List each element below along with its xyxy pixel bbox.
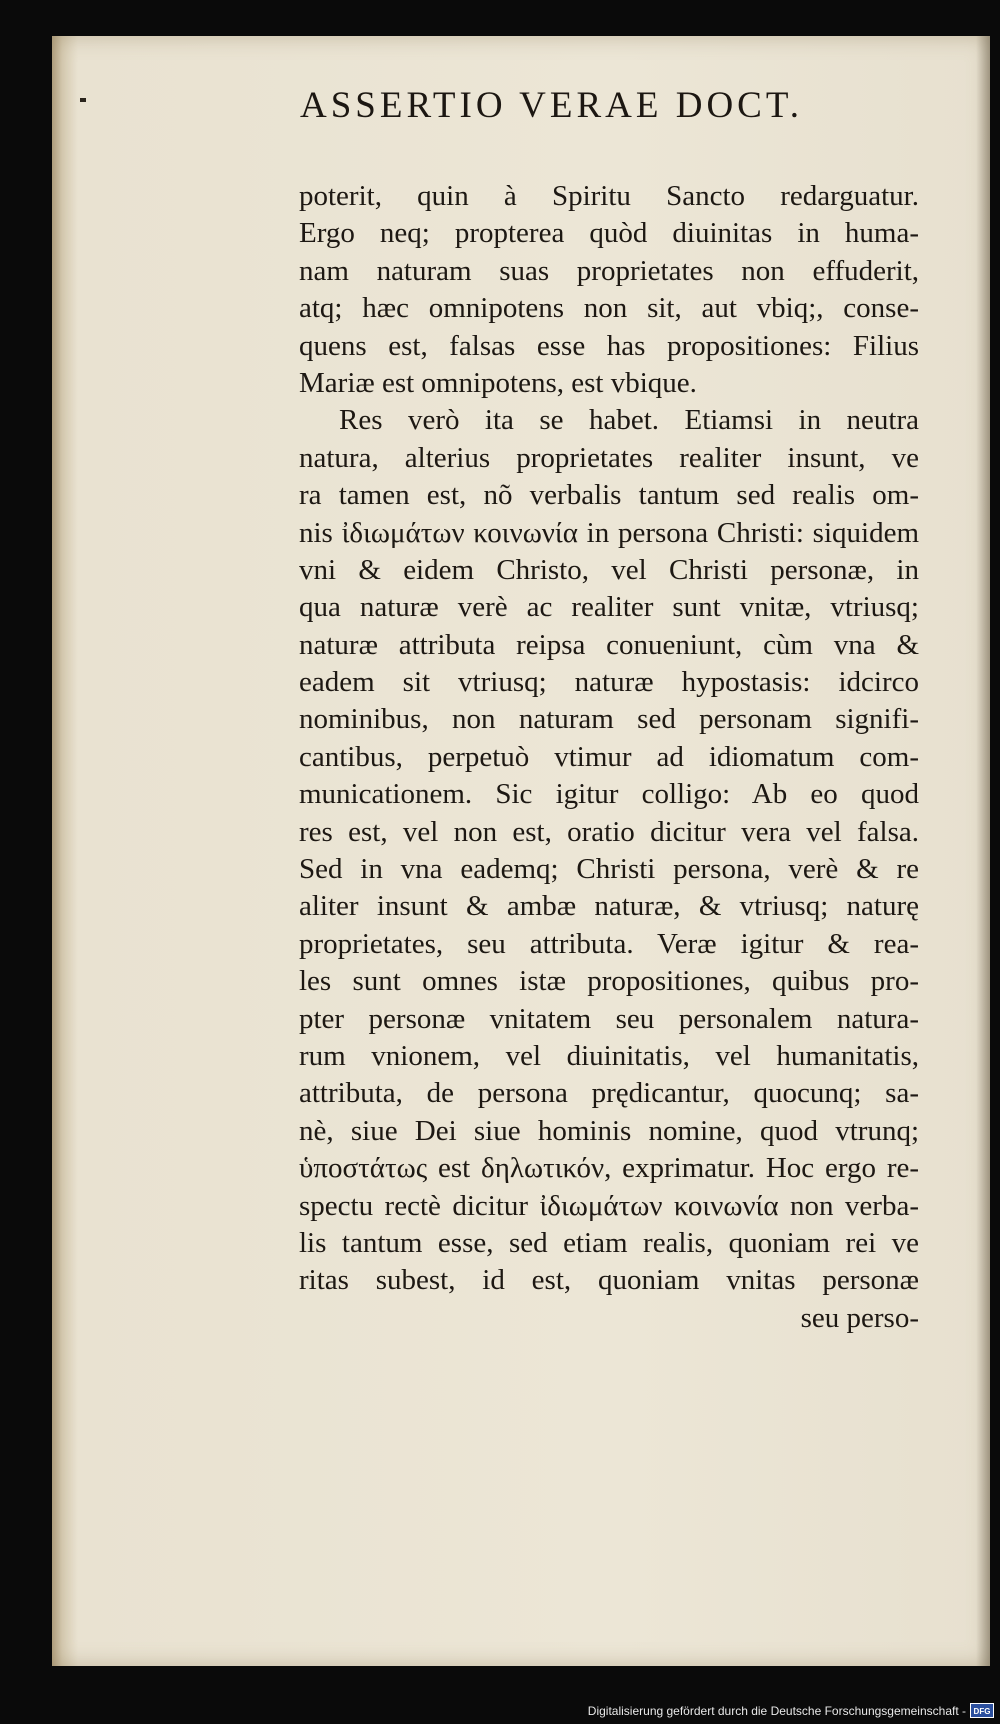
text-line-21: proprietates, seu attributa. Veræ igitur & rea- (299, 927, 919, 960)
text-line-25: attributa, de persona prędicantur, quocunq; sa- (299, 1077, 919, 1110)
text-line-18: res est, vel non est, oratio dicitur vera vel falsa. (299, 815, 919, 848)
body-text (299, 178, 919, 1337)
text-line-28: spectu rectè dicitur ἰδιωμάτων κοινωνία non verba- (299, 1189, 919, 1222)
text-line-11: vni & eidem Christo, vel Christi personæ, in (299, 553, 919, 586)
running-head: ASSERTIO VERAE DOCT. (300, 85, 803, 126)
text-line-12: qua naturæ verè ac realiter sunt vnitæ, vtriusq; (299, 591, 919, 624)
text-line-9: ra tamen est, nõ verbalis tantum sed realis om- (299, 479, 919, 512)
text-line-5: quens est, falsas esse has propositiones: Filius (299, 329, 919, 362)
text-line-13: naturæ attributa reipsa conueniunt, cùm vna & (299, 628, 919, 661)
margin-mark (80, 98, 86, 102)
text-line-29: lis tantum esse, sed etiam realis, quoniam rei ve (299, 1226, 919, 1259)
text-line-4: atq; hæc omnipotens non sit, aut vbiq;, conse- (299, 292, 919, 325)
text-line-23: pter personæ vnitatem seu personalem natura- (299, 1002, 919, 1035)
text-line-17: municationem. Sic igitur colligo: Ab eo quod (299, 778, 919, 811)
text-line-15: nominibus, non naturam sed personam signifi- (299, 703, 919, 736)
funding-notice: Digitalisierung gefördert durch die Deutsche Forschungsgemeinschaft - (587, 1704, 966, 1718)
text-line-26: nè, siue Dei siue hominis nomine, quod vtrunq; (299, 1114, 919, 1147)
catchword: seu perso- (800, 1301, 919, 1334)
text-line-24: rum vnionem, vel diuinitatis, vel humanitatis, (299, 1039, 919, 1072)
text-line-16: cantibus, perpetuò vtimur ad idiomatum com- (299, 740, 919, 773)
text-line-6: Mariæ est omnipotens, est vbique. (299, 366, 697, 399)
text-line-3: nam naturam suas proprietates non effuderit, (299, 254, 919, 287)
text-line-1: poterit, quin à Spiritu Sancto redarguatur. (299, 180, 919, 212)
dfg-logo-icon: DFG (970, 1703, 994, 1718)
text-line-27: ὑποστάτως est δηλωτικόν, exprimatur. Hoc ergo re- (299, 1152, 919, 1185)
text-line-14: eadem sit vtriusq; naturæ hypostasis: idcirco (299, 666, 919, 699)
text-line-30: ritas subest, id est, quoniam vnitas personæ (299, 1264, 919, 1297)
text-line-20: aliter insunt & ambæ naturæ, & vtriusq; naturę (299, 890, 919, 923)
text-line-10: nis ἰδιωμάτων κοινωνία in persona Christi: siquidem (299, 516, 919, 549)
text-line-7: Res verò ita se habet. Etiamsi in neutra (339, 404, 919, 437)
page-edge-shadow (976, 36, 990, 1666)
text-line-19: Sed in vna eademq; Christi persona, verè & re (299, 853, 919, 886)
text-line-2: Ergo neq; propterea quòd diuinitas in huma- (299, 217, 919, 250)
text-line-22: les sunt omnes istæ propositiones, quibus pro- (299, 965, 919, 998)
text-line-8: natura, alterius proprietates realiter insunt, ve (299, 441, 919, 474)
